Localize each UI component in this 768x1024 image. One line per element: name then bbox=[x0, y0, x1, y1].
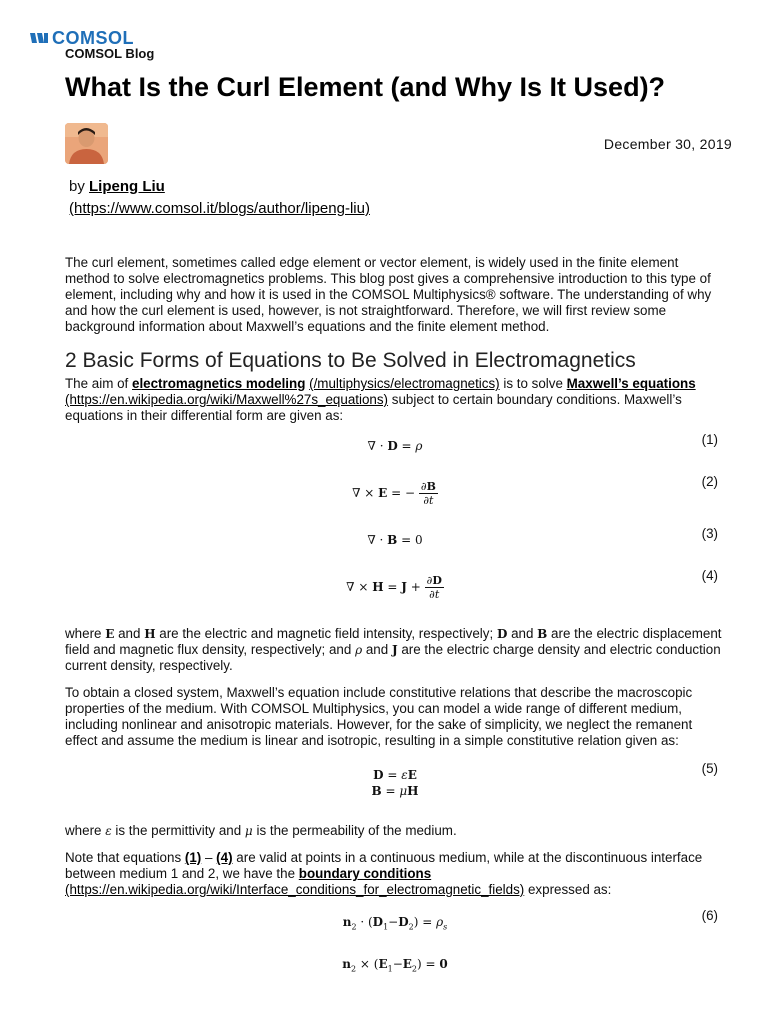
paragraph-boundary: Note that equations (1) – (4) are valid at points in a continuous medium, while at the discontinuous interface between medium 1 and 2, we have the boundary conditions (https://en.wikipedia.org/wiki/Interface_conditions_for_electromagnetic_fields) expressed as: bbox=[65, 850, 703, 897]
equation-6b: $n_2 \times (E_1-E_2) = 0$ bbox=[342, 957, 448, 974]
article-body bbox=[65, 255, 725, 998]
link-maxwell-url[interactable]: (https://en.wikipedia.org/wiki/Maxwell%27s_equations) bbox=[65, 392, 389, 407]
link-boundary-conditions[interactable]: boundary conditions bbox=[298, 866, 432, 881]
link-boundary-url[interactable]: (https://en.wikipedia.org/wiki/Interface_conditions_for_electromagnetic_fields) bbox=[65, 882, 525, 897]
equation-1: ∇ · D = ρ (1) bbox=[367, 432, 718, 453]
equation-number: (2) bbox=[701, 474, 718, 489]
intro-paragraph: The curl element, sometimes called edge element or vector element, is widely used in the finite element method to solve electromagnetics problems. This blog post gives a comprehensive introduction to this type of element, including why and how it is used in the COMSOL Multiphysics® software. The understanding of why and how the curl element is used, however, is not straightforward. Therefore, we will first review some background information about Maxwell’s equations and the finite element method. bbox=[65, 255, 712, 334]
paragraph-where-fields: where E and H are the electric and magnetic field intensity, respectively; D and B are the electric displacement field and magnetic flux density, respectively; and ρ and J are the electric charge density and electric conduction current density, respectively. bbox=[65, 626, 722, 673]
author-link[interactable]: Lipeng Liu bbox=[89, 178, 165, 195]
author-avatar bbox=[65, 123, 108, 164]
equation-number: (6) bbox=[701, 908, 718, 923]
equation-number: (4) bbox=[701, 568, 718, 583]
equation-5: D = εE B = μH (5) bbox=[371, 761, 718, 798]
link-electromagnetics-modeling[interactable]: electromagnetics modeling bbox=[132, 376, 306, 391]
logo-text: COMSOL bbox=[52, 28, 134, 48]
equation-3: ∇ · B = 0 (3) bbox=[367, 526, 718, 547]
author-photo-icon bbox=[65, 123, 108, 164]
equation-4: ∇ × H = J + $\frac{\partial D}{\partial t}$ (4) bbox=[346, 568, 718, 601]
paragraph-permittivity: where ε is the permittivity and μ is the permeability of the medium. bbox=[65, 823, 457, 838]
by-label: by bbox=[69, 178, 85, 195]
comsol-logo-icon bbox=[30, 32, 48, 44]
link-electromagnetics-url[interactable]: (/multiphysics/electromagnetics) bbox=[309, 376, 500, 391]
equation-2: ∇ × E = − $\frac{\partial B}{\partial t}$ (2) bbox=[352, 474, 718, 507]
link-maxwells-equations[interactable]: Maxwell’s equations bbox=[566, 376, 696, 391]
publish-date: December 30, 2019 bbox=[603, 136, 732, 152]
equation-number: (3) bbox=[701, 526, 718, 541]
blog-name[interactable]: COMSOL Blog bbox=[65, 46, 155, 61]
comsol-logo[interactable] bbox=[30, 30, 134, 46]
paragraph-constitutive: To obtain a closed system, Maxwell’s equation include constitutive relations that describe the macroscopic properties of the medium. With COMSOL Multiphysics, you can model a wide range of different medium, including nonlinear and anisotropic materials. However, for the sake of simplicity, we neglect the remanent effect and assume the medium is linear and isotropic, resulting in a simple constitutive relation given as: bbox=[65, 685, 693, 748]
paragraph-aim: The aim of electromagnetics modeling (/multiphysics/electromagnetics) is to solve Maxwell’s equations (https://en.wikipedia.org/wiki/Maxwell%27s_equations) subject to certain boundary conditions. Maxwell’s equations in their differential form are given as: bbox=[65, 376, 696, 423]
equation-6: $n_2 \cdot (D_1-D_2) = \rho_s$ (6) bbox=[342, 908, 718, 932]
author-url[interactable]: (https://www.comsol.it/blogs/author/lipeng-liu) bbox=[69, 200, 370, 217]
article-title: What Is the Curl Element (and Why Is It Used)? bbox=[65, 72, 666, 102]
byline bbox=[69, 176, 370, 220]
equation-number: (1) bbox=[701, 432, 718, 447]
section-heading: 2 Basic Forms of Equations to Be Solved in Electromagnetics bbox=[65, 349, 636, 372]
link-equation-4[interactable]: (4) bbox=[216, 850, 233, 865]
equation-number: (5) bbox=[701, 761, 718, 776]
link-equation-1[interactable]: (1) bbox=[184, 850, 202, 865]
